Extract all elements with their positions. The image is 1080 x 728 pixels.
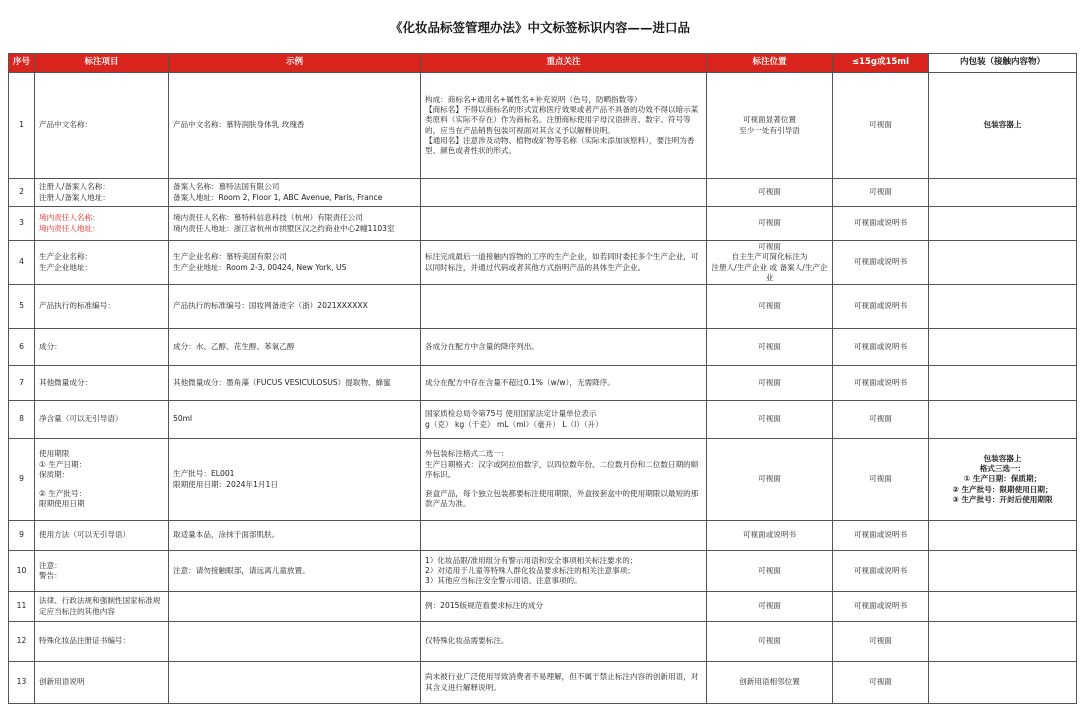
inner-package-cell (929, 285, 1077, 329)
example-line: 生产企业名称：慕特美国有限公司 (173, 252, 287, 262)
example-line: 产品执行的标准编号：国妆网备进字（浙）2021XXXXXX (173, 301, 368, 311)
example-cell (169, 521, 421, 551)
example-line: 取适量本品，涂抹于面部肌肤。 (173, 530, 280, 540)
item-line: 产品中文名称： (39, 120, 93, 130)
small-package-cell: 可视面或说明书 (833, 592, 929, 622)
table-row (9, 551, 1077, 592)
note-line: 成分在配方中存在含量不超过0.1%（w/w），无需降序。 (425, 377, 615, 387)
example-cell (169, 207, 421, 241)
example-line: 生产批号：EL001 (173, 469, 235, 479)
note-line: 各成分在配方中含量的降序列出。 (425, 341, 539, 351)
position-cell: 可视面 (707, 551, 833, 592)
inner-package-cell (929, 366, 1077, 401)
position-cell (707, 73, 833, 179)
note-line: 套盒产品，每个独立包装都要标注使用期限，外盒按套盒中的使用期限以最短的那款产品为准。 (425, 489, 699, 509)
inner-package-cell (929, 401, 1077, 439)
item-line: 特殊化妆品注册证书编号： (39, 636, 131, 646)
example-line: 备案人地址：Room 2, Floor 1, ABC Avenue, Paris, France (173, 192, 383, 202)
position-line: 自主生产可简化标注为 (731, 252, 808, 262)
small-package-cell: 可视面 (833, 622, 929, 662)
note-line: 1）化妆品限/准用组分有警示用语和安全事项相关标注要求的； (425, 555, 638, 565)
note-cell (421, 285, 707, 329)
item-line: 使用期限 (39, 449, 70, 459)
table-row (9, 207, 1077, 241)
example-cell (169, 285, 421, 329)
position-cell (707, 241, 833, 285)
example-line: 生产企业地址：Room 2-3, 00424, New York, US (173, 262, 347, 272)
header-no: 序号 (9, 54, 35, 73)
example-cell (169, 401, 421, 439)
row-number: 12 (9, 622, 35, 662)
note-cell (421, 439, 707, 521)
example-cell (169, 622, 421, 662)
row-number: 7 (9, 366, 35, 401)
example-line: 产品中文名称：慕特润肤身体乳 玫瑰香 (173, 120, 305, 130)
example-line: 备案人名称：慕特法国有限公司 (173, 182, 280, 192)
small-package-cell: 可视面 (833, 439, 929, 521)
item-line: 境内责任人地址： (39, 223, 100, 233)
note-cell (421, 401, 707, 439)
note-cell (421, 551, 707, 592)
note-line: 3）其他应当标注安全警示用语、注意事项的。 (425, 576, 582, 586)
note-line: g（克） kg（千克） mL（ml）（毫升） L（l）（升） (425, 419, 603, 429)
inner-package-cell (929, 592, 1077, 622)
item-line: 其他微量成分： (39, 377, 93, 387)
item-line: 注意： (39, 560, 62, 570)
note-cell (421, 366, 707, 401)
example-cell (169, 241, 421, 285)
item-cell (35, 366, 169, 401)
header-note: 重点关注 (421, 54, 707, 73)
row-number: 2 (9, 179, 35, 207)
inner-package-cell (929, 179, 1077, 207)
note-cell (421, 521, 707, 551)
small-package-cell: 可视面或说明书 (833, 285, 929, 329)
item-line: 净含量（可以无引导语） (39, 414, 123, 424)
position-cell: 可视面 (707, 285, 833, 329)
example-line: 境内责任人地址：浙江省杭州市拱墅区汉之约商业中心2幢1103室 (173, 223, 395, 233)
example-cell (169, 329, 421, 366)
note-cell (421, 179, 707, 207)
small-package-cell: 可视面 (833, 73, 929, 179)
note-cell (421, 329, 707, 366)
note-line: 构成：商标名+通用名+属性名+补充说明（色号，防晒指数等） (425, 94, 642, 104)
inner-package-cell (929, 521, 1077, 551)
example-line: 注意：请勿接触眼部，请远离儿童放置。 (173, 565, 310, 575)
row-number: 10 (9, 551, 35, 592)
item-line: 保质期： (39, 469, 70, 479)
example-cell (169, 366, 421, 401)
row-number: 11 (9, 592, 35, 622)
note-cell (421, 241, 707, 285)
item-line: 限期使用日期 (39, 499, 85, 509)
note-line: 2）对适用于儿童等特殊人群化妆品要求标注的相关注意事项； (425, 565, 635, 575)
example-cell (169, 179, 421, 207)
inner-package-cell (929, 551, 1077, 592)
note-line: 国家质检总局令第75号 使用国家法定计量单位表示 (425, 409, 597, 419)
small-package-cell: 可视面 (833, 401, 929, 439)
table-row (9, 179, 1077, 207)
row-number: 4 (9, 241, 35, 285)
item-cell (35, 521, 169, 551)
note-line: 生产日期格式：汉字或阿拉伯数字，以四位数年份、二位数月份和二位数日期的顺序标识。 (425, 459, 699, 479)
note-cell (421, 207, 707, 241)
position-cell: 可视面 (707, 622, 833, 662)
note-line: 仅特殊化妆品需要标注。 (425, 636, 509, 646)
example-cell (169, 439, 421, 521)
note-line: 尚未被行业广泛使用导致消费者不易理解，但不属于禁止标注内容的创新用语，对其含义进行解释说明。 (425, 672, 699, 692)
position-line: 可视面显著位置 (742, 115, 797, 125)
row-number: 6 (9, 329, 35, 366)
inner-package-cell (929, 439, 1077, 521)
inner-line: 格式三选一： (979, 464, 1026, 474)
header-item: 标注项目 (35, 54, 169, 73)
example-cell (169, 592, 421, 622)
small-package-cell: 可视面或说明书 (833, 329, 929, 366)
item-cell (35, 207, 169, 241)
example-cell (169, 73, 421, 179)
item-cell (35, 285, 169, 329)
spacer (425, 480, 702, 489)
table-row (9, 241, 1077, 285)
item-cell (35, 662, 169, 704)
small-package-cell: 可视面或说明书 (833, 551, 929, 592)
position-line: 可视面 (758, 242, 781, 251)
position-cell: 可视面 (707, 592, 833, 622)
spacer (39, 480, 164, 489)
item-line: 创新用语说明 (39, 677, 85, 687)
item-line: 产品执行的标准编号： (39, 301, 115, 311)
example-line: 成分：水、乙醇、花生醇、苯氧乙醇 (173, 341, 295, 351)
inner-line: 包装容器上 (983, 453, 1022, 463)
position-cell: 可视面 (707, 366, 833, 401)
header-small-package: ≤15g或15ml (833, 54, 929, 73)
small-package-cell: 可视面或说明书 (833, 521, 929, 551)
item-cell (35, 179, 169, 207)
position-cell: 可视面 (707, 401, 833, 439)
small-package-cell: 可视面 (833, 179, 929, 207)
item-line: ① 生产日期： (39, 459, 87, 469)
inner-package-cell (929, 329, 1077, 366)
note-cell (421, 592, 707, 622)
position-cell: 可视面 (707, 179, 833, 207)
example-line: 其他微量成分：墨角藻（FUCUS VESICULOSUS）提取物、蜂蜜 (173, 377, 391, 387)
small-package-cell: 可视面 (833, 662, 929, 704)
position-cell: 可视面 (707, 329, 833, 366)
item-cell (35, 592, 169, 622)
item-line: 注册人/备案人地址： (39, 192, 110, 202)
item-cell (35, 622, 169, 662)
note-cell (421, 622, 707, 662)
example-line: 境内责任人名称：慕特科信息科技（杭州）有限责任公司 (173, 213, 363, 223)
row-number: 13 (9, 662, 35, 704)
table-row (9, 622, 1077, 662)
item-line: 生产企业地址： (39, 262, 93, 272)
table-row (9, 73, 1077, 179)
row-number: 9 (9, 439, 35, 521)
item-line: 成分： (39, 341, 62, 351)
item-cell (35, 329, 169, 366)
note-cell (421, 662, 707, 704)
row-number: 1 (9, 73, 35, 179)
note-cell (421, 73, 707, 179)
inner-package-cell (929, 662, 1077, 704)
position-line: 注册人/生产企业 或 备案人/生产企业 (711, 262, 828, 282)
position-cell: 可视面 (707, 439, 833, 521)
position-line: 至少一处有引导语 (739, 125, 800, 135)
example-cell (169, 662, 421, 704)
item-line: 境内责任人名称： (39, 213, 100, 223)
item-line: 生产企业名称： (39, 252, 93, 262)
inner-line: ② 生产批号：限期使用日期； (952, 484, 1053, 494)
position-cell: 可视面 (707, 207, 833, 241)
label-table (8, 53, 1077, 704)
inner-package-cell (929, 241, 1077, 285)
note-line: 【通用名】注意涉及动物、植物或矿物等名称（实际未添加该原料），要注明为香型、颜色或者性状的形式。 (425, 135, 695, 155)
page-title: 《化妆品标签管理办法》中文标签标识内容——进口品 (389, 20, 690, 35)
row-number: 3 (9, 207, 35, 241)
row-number: 5 (9, 285, 35, 329)
inner-package-cell: 包装容器上 (929, 73, 1077, 179)
example-cell (169, 551, 421, 592)
item-cell (35, 73, 169, 179)
position-cell: 创新用语相邻位置 (707, 662, 833, 704)
note-line: 【商标名】不得以商标名的形式宣称医疗效果或者产品不具备的功效不得以暗示某类原料（实际不存在）作为商标名。注册商标使用字母汉语拼音、数字、符号等的，应当在产品销售包装可视面对其含义予以解释说明。 (425, 105, 699, 135)
position-cell: 可视面或说明书 (707, 521, 833, 551)
header-inner-package: 内包装（接触内容物） (929, 54, 1077, 73)
small-package-cell: 可视面或说明书 (833, 241, 929, 285)
inner-package-cell (929, 622, 1077, 662)
table-row (9, 366, 1077, 401)
inner-line: ③ 生产批号：开封后使用期限 (952, 494, 1053, 504)
row-number: 8 (9, 401, 35, 439)
note-line: 例：2015版规范看要求标注的成分 (425, 601, 544, 611)
table-row (9, 285, 1077, 329)
item-line: 使用方法（可以无引导语） (39, 530, 131, 540)
table-row (9, 592, 1077, 622)
inner-line: ① 生产日期：保质期； (963, 474, 1042, 484)
header-example: 示例 (169, 54, 421, 73)
table-row (9, 662, 1077, 704)
item-line: 法律、行政法规和强制性国家标准规定应当标注的其他内容 (39, 596, 161, 616)
table-row (9, 439, 1077, 521)
row-number: 9 (9, 521, 35, 551)
note-line: 外包装标注格式二选一： (425, 449, 509, 459)
item-cell (35, 401, 169, 439)
table-row (9, 329, 1077, 366)
example-line: 50ml (173, 414, 193, 424)
header-row (9, 54, 1077, 73)
inner-package-cell (929, 207, 1077, 241)
table-row (9, 521, 1077, 551)
note-line: 标注完成最后一道接触内容物的工序的生产企业，如若同时委托多个生产企业，可以同时标注，并通过代码或者其他方式指明产品的具体生产企业。 (425, 252, 699, 272)
item-cell (35, 241, 169, 285)
item-cell (35, 439, 169, 521)
item-cell (35, 551, 169, 592)
item-line: 警告： (39, 571, 62, 580)
small-package-cell: 可视面或说明书 (833, 366, 929, 401)
table-row (9, 401, 1077, 439)
small-package-cell: 可视面或说明书 (833, 207, 929, 241)
item-line: ② 生产批号： (39, 489, 87, 499)
item-line: 注册人/备案人名称： (39, 182, 110, 192)
example-line: 限期使用日期：2024年1月1日 (173, 479, 278, 489)
header-position: 标注位置 (707, 54, 833, 73)
